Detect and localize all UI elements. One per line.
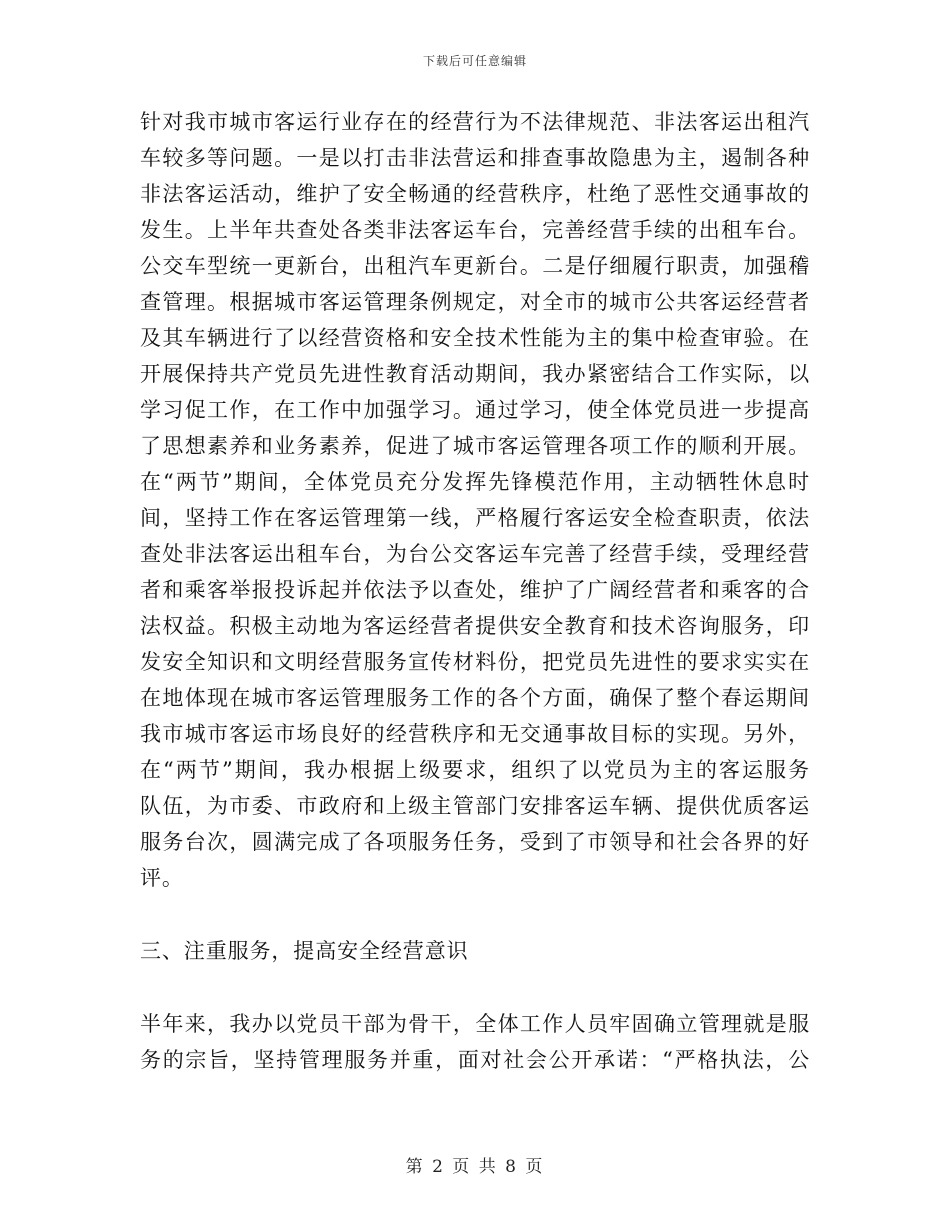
text-line: 半年来，我办以党员干部为骨干，全体工作人员牢固确立管理就是服 <box>140 1012 810 1036</box>
text-line: 学习促工作，在工作中加强学习。通过学习，使全体党员进一步提高 <box>140 398 810 422</box>
text-line: 发生。上半年共查处各类非法客运车台，完善经营手续的出租车台。 <box>140 218 810 242</box>
paragraph-gap <box>140 896 810 933</box>
text-line: 了思想素养和业务素养，促进了城市客运管理各项工作的顺利开展。 <box>140 434 810 458</box>
section-heading-text: 三、注重服务，提高安全经营意识 <box>140 939 469 963</box>
document-body <box>140 104 810 1078</box>
text-line: 在“两节”期间，我办根据上级要求，组织了以党员为主的客运服务 <box>140 758 810 782</box>
text-line: 发安全知识和文明经营服务宣传材料份，把党员先进性的要求实实在 <box>140 650 810 674</box>
text-line: 非法客运活动，维护了安全畅通的经营秩序，杜绝了恶性交通事故的 <box>140 182 810 206</box>
text-line: 在地体现在城市客运管理服务工作的各个方面，确保了整个春运期间 <box>140 686 810 710</box>
text-line: 务的宗旨，坚持管理服务并重，面对社会公开承诺：“严格执法，公 <box>140 1048 810 1072</box>
text-line: 查处非法客运出租车台，为台公交客运车完善了经营手续，受理经营 <box>140 542 810 566</box>
page-footer: 第 2 页 共 8 页 <box>405 1157 545 1177</box>
text-line: 法权益。积极主动地为客运经营者提供安全教育和技术咨询服务，印 <box>140 614 810 638</box>
paragraph-1 <box>140 104 810 896</box>
page-header: 下载后可任意编辑 <box>422 54 527 68</box>
text-line: 查管理。根据城市客运管理条例规定，对全市的城市公共客运经营者 <box>140 290 810 314</box>
text-line: 及其车辆进行了以经营资格和安全技术性能为主的集中检查审验。在 <box>140 326 810 350</box>
text-line: 队伍，为市委、市政府和上级主管部门安排客运车辆、提供优质客运 <box>140 794 810 818</box>
text-line: 我市城市客运市场良好的经营秩序和无交通事故目标的实现。另外， <box>140 722 810 746</box>
paragraph-3 <box>140 1006 810 1078</box>
paragraph-gap <box>140 969 810 1006</box>
text-line: 针对我市城市客运行业存在的经营行为不法律规范、非法客运出租汽 <box>140 110 810 134</box>
text-line: 开展保持共产党员先进性教育活动期间，我办紧密结合工作实际，以 <box>140 362 810 386</box>
text-line: 车较多等问题。一是以打击非法营运和排查事故隐患为主，遏制各种 <box>140 146 810 170</box>
text-line: 公交车型统一更新台，出租汽车更新台。二是仔细履行职责，加强稽 <box>140 254 810 278</box>
text-line: 间，坚持工作在客运管理第一线，严格履行客运安全检查职责，依法 <box>140 506 810 530</box>
text-line: 评。 <box>140 866 184 890</box>
text-line: 服务台次，圆满完成了各项服务任务，受到了市领导和社会各界的好 <box>140 830 810 854</box>
text-line: 在“两节”期间，全体党员充分发挥先锋模范作用，主动牺牲休息时 <box>140 470 810 494</box>
text-line: 者和乘客举报投诉起并依法予以查处，维护了广阔经营者和乘客的合 <box>140 578 810 602</box>
section-heading <box>140 933 810 969</box>
